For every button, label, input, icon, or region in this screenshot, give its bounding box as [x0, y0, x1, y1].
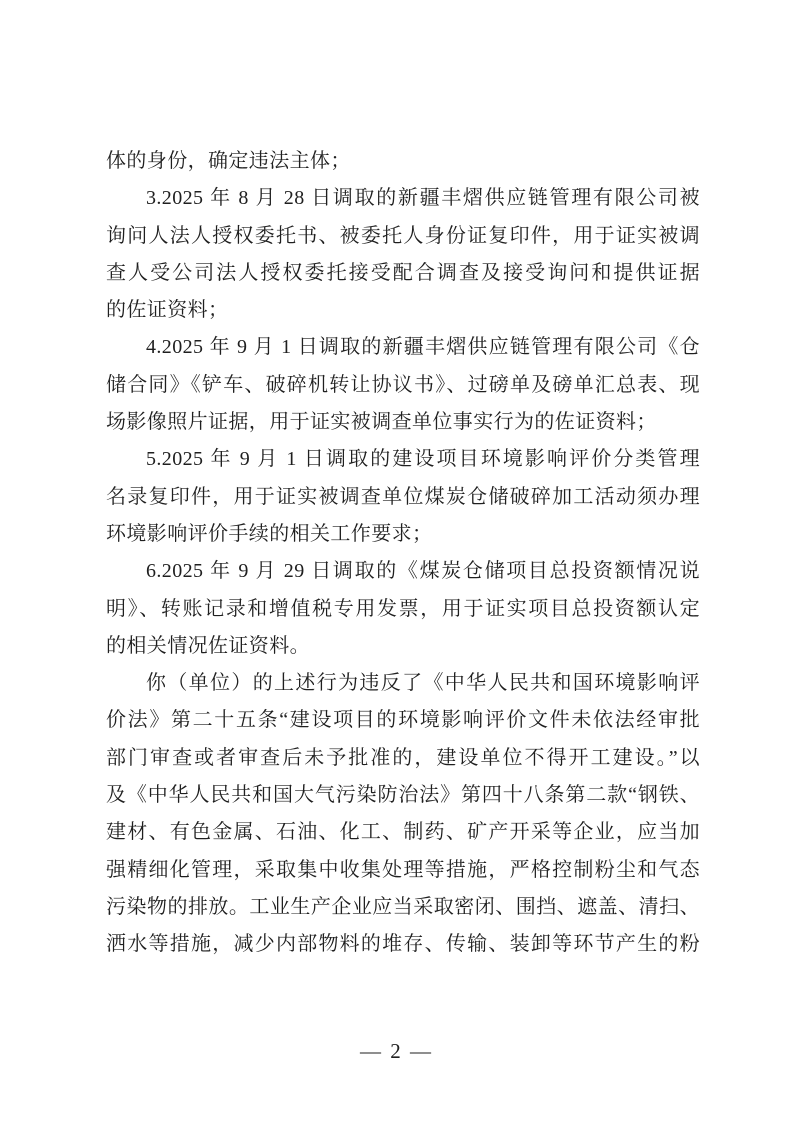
page-number: — 2 — [360, 1039, 433, 1063]
text-line: 部门审查或者审查后未予批准的，建设单位不得开工建设。”以 [106, 746, 700, 769]
text-line: 价法》第二十五条“建设项目的环境影响评价文件未依法经审批 [106, 709, 700, 732]
text-line: 名录复印件，用于证实被调查单位煤炭仓储破碎加工活动须办理 [106, 485, 700, 508]
text-line: 储合同》《铲车、破碎机转让协议书》、过磅单及磅单汇总表、现 [106, 373, 700, 396]
text-line: 环境影响评价手续的相关工作要求； [106, 522, 433, 545]
text-line: 建材、有色金属、石油、化工、制药、矿产开采等企业，应当加 [106, 821, 700, 844]
text-line: 5.2025 年 9 月 1 日调取的建设项目环境影响评价分类管理 [146, 448, 700, 471]
text-line: 你（单位）的上述行为违反了《中华人民共和国环境影响评 [146, 672, 700, 695]
text-line: 污染物的排放。工业生产企业应当采取密闭、围挡、遮盖、清扫、 [106, 895, 700, 918]
text-line: 的佐证资料； [106, 299, 229, 322]
text-line: 体的身份，确定违法主体； [106, 150, 351, 172]
text-line: 洒水等措施，减少内部物料的堆存、传输、装卸等环节产生的粉 [106, 933, 700, 956]
text-line: 6.2025 年 9 月 29 日调取的《煤炭仓储项目总投资额情况说 [146, 560, 700, 583]
text-line: 场影像照片证据，用于证实被调查单位事实行为的佐证资料； [106, 411, 657, 434]
text-line: 3.2025 年 8 月 28 日调取的新疆丰熠供应链管理有限公司被 [146, 187, 700, 210]
text-line: 明》、转账记录和增值税专用发票，用于证实项目总投资额认定 [106, 597, 700, 620]
text-line: 强精细化管理，采取集中收集处理等措施，严格控制粉尘和气态 [106, 858, 700, 881]
text-line: 查人受公司法人授权委托接受配合调查及接受询问和提供证据 [106, 261, 700, 284]
document-body-text [106, 143, 700, 964]
text-line: 4.2025 年 9 月 1 日调取的新疆丰熠供应链管理有限公司《仓 [146, 336, 700, 359]
text-line: 及《中华人民共和国大气污染防治法》第四十八条第二款“钢铁、 [106, 784, 700, 807]
text-line: 的相关情况佐证资料。 [106, 634, 310, 657]
text-line: 询问人法人授权委托书、被委托人身份证复印件，用于证实被调 [106, 224, 700, 247]
